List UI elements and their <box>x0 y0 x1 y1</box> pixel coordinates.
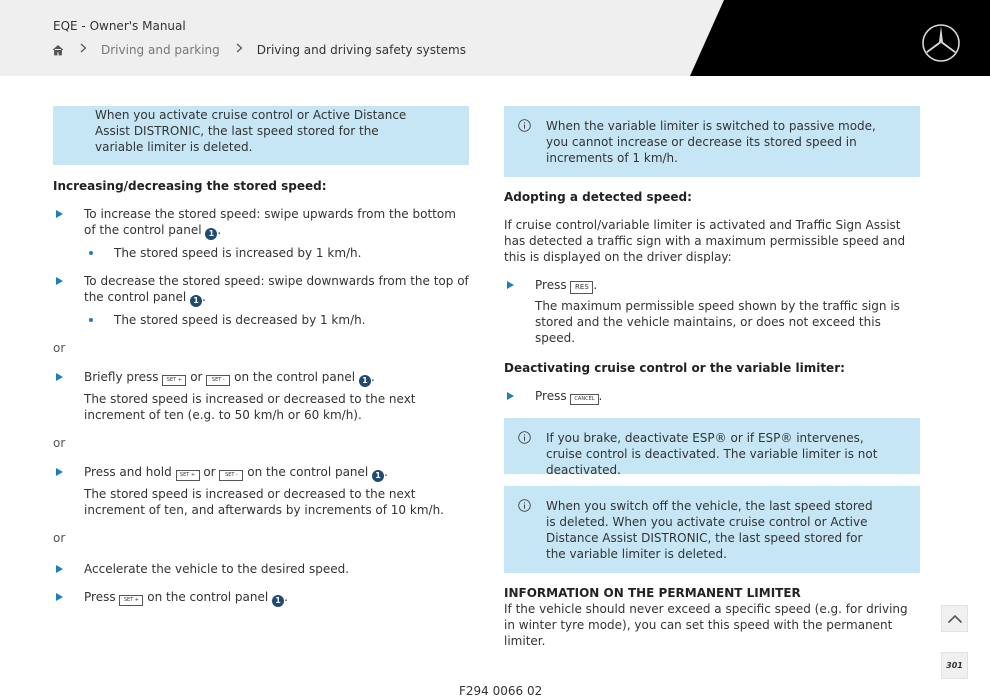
chevron-right-icon <box>80 42 87 57</box>
right-column <box>504 106 920 649</box>
step-arrow-icon <box>56 565 63 573</box>
step-arrow-icon <box>56 210 63 218</box>
info-box-cruise-activation <box>53 106 469 165</box>
info-text: When you switch off the vehicle, the last speed stored is deleted. When you activate cruise control or Active Distance Assist DISTRONIC, the last speed stored for the variable limiter is deleted. <box>546 499 873 561</box>
paragraph: If the vehicle should never exceed a specific speed (e.g. for driving in winter tyre mode), you can set this speed with the permanent limiter. <box>504 602 908 648</box>
info-text: When you activate cruise control or Active Distance Assist DISTRONIC, the last speed stored for the variable limiter is deleted. <box>95 108 407 154</box>
info-icon <box>518 431 531 444</box>
step-press-hold: Press and hold SET + or SET - on the control panel 1 . The stored speed is increased or decreased to the next increment of ten, and afterwards by increments of 10 km/h. <box>53 464 469 518</box>
control-panel-marker-icon: 1 <box>372 470 384 482</box>
page-number: 301 <box>946 661 963 670</box>
page-number-button[interactable] <box>941 652 968 679</box>
set-plus-key-icon: SET + <box>176 470 200 481</box>
step-arrow-icon <box>56 373 63 381</box>
breadcrumb-current[interactable]: Driving and driving safety systems <box>256 42 466 57</box>
section-heading: Adopting a detected speed: <box>504 190 692 204</box>
step-press-set: Press SET + on the control panel 1 . <box>53 589 469 607</box>
info-text: If you brake, deactivate ESP® or if ESP® intervenes, cruise control is deactivated. The variable limiter is not deactivated. <box>546 431 878 477</box>
or-separator: or <box>53 436 66 450</box>
home-icon[interactable] <box>52 44 64 56</box>
breadcrumb <box>52 42 466 57</box>
info-icon <box>518 119 531 132</box>
bullet-increase-result: The stored speed is increased by 1 km/h. <box>53 245 469 261</box>
or-separator: or <box>53 341 66 355</box>
info-icon <box>518 499 531 512</box>
step-accelerate: Accelerate the vehicle to the desired speed. <box>53 561 469 577</box>
paragraph: If cruise control/variable limiter is activated and Traffic Sign Assist has detected a traffic sign with a maximum permissible speed and this is displayed on the driver display: <box>504 218 906 264</box>
control-panel-marker-icon: 1 <box>359 375 371 387</box>
scroll-top-button[interactable] <box>941 605 968 632</box>
step-result: The stored speed is increased or decreased to the next increment of ten, and afterwards by increments of 10 km/h. <box>84 487 444 517</box>
control-panel-marker-icon: 1 <box>272 595 284 607</box>
header <box>0 0 990 76</box>
cancel-key-icon: CANCEL <box>570 394 598 405</box>
control-panel-marker-icon: 1 <box>190 295 202 307</box>
set-minus-key-icon: SET - <box>219 470 243 481</box>
step-arrow-icon <box>56 593 63 601</box>
step-result: The maximum permissible speed shown by the traffic sign is stored and the vehicle maintains, or does not exceed this speed. <box>535 299 900 345</box>
info-box-passive-mode <box>504 106 920 177</box>
set-minus-key-icon: SET - <box>206 375 230 386</box>
left-column <box>53 106 469 607</box>
chevron-up-icon <box>947 614 963 624</box>
section-heading: Increasing/decreasing the stored speed: <box>53 179 327 193</box>
bullet-decrease-result: The stored speed is decreased by 1 km/h. <box>53 312 469 328</box>
step-arrow-icon <box>56 277 63 285</box>
step-arrow-icon <box>507 392 514 400</box>
res-key-icon: RES <box>570 281 593 294</box>
step-press-res: Press RES . The maximum permissible speed shown by the traffic sign is stored and the vehicle maintains, or does not exceed this speed. <box>504 277 920 346</box>
step-increase: To increase the stored speed: swipe upwards from the bottom of the control panel 1 . <box>53 206 469 240</box>
info-text: When the variable limiter is switched to passive mode, you cannot increase or decrease its stored speed in increments of 1 km/h. <box>546 119 876 165</box>
chevron-right-icon <box>236 42 243 57</box>
step-arrow-icon <box>507 281 514 289</box>
bullet-dot-icon <box>89 251 93 255</box>
section-heading: INFORMATION ON THE PERMANENT LIMITER <box>504 586 801 600</box>
set-plus-key-icon: SET + <box>119 595 143 606</box>
app-title: EQE - Owner's Manual <box>53 19 186 33</box>
step-decrease: To decrease the stored speed: swipe downwards from the top of the control panel 1 . <box>53 273 469 307</box>
or-separator: or <box>53 531 66 545</box>
section-heading: Deactivating cruise control or the variable limiter: <box>504 361 845 375</box>
control-panel-marker-icon: 1 <box>205 228 217 240</box>
set-plus-key-icon: SET + <box>162 375 186 386</box>
bullet-dot-icon <box>89 318 93 322</box>
step-briefly-press: Briefly press SET + or SET - on the control panel 1 . The stored speed is increased or decreased to the next increment of ten (e.g. to 50 km/h or 60 km/h). <box>53 369 469 423</box>
figure-code: F294 0066 02 <box>459 684 543 698</box>
step-arrow-icon <box>56 468 63 476</box>
step-result: The stored speed is increased or decreased to the next increment of ten (e.g. to 50 km/h or 60 km/h). <box>84 392 416 422</box>
info-box-switch-off <box>504 486 920 573</box>
breadcrumb-driving-parking[interactable]: Driving and parking <box>101 42 220 57</box>
info-box-esp <box>504 418 920 477</box>
mercedes-star-icon <box>921 23 961 63</box>
step-press-cancel: Press CANCEL . <box>504 388 920 405</box>
